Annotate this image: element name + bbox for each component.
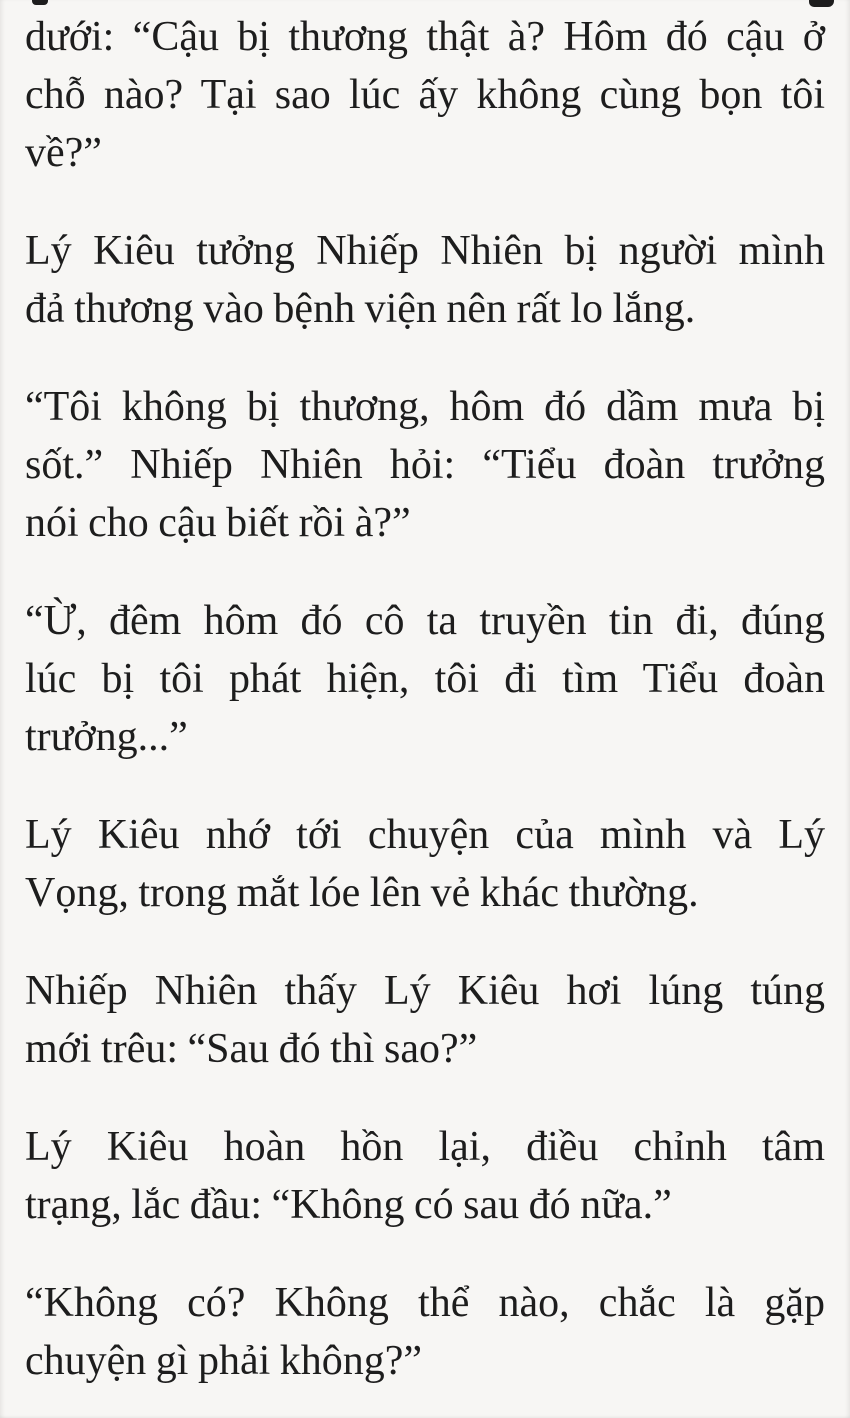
paragraph xyxy=(25,222,825,338)
text-line: về?” xyxy=(25,130,102,176)
cut-text-fragment-right xyxy=(809,0,834,7)
text-line: “Ừ, đêm hôm đó cô ta truyền tin đi, đúng xyxy=(25,598,825,644)
cut-text-fragment-left xyxy=(32,0,48,5)
paragraph xyxy=(25,806,825,922)
paragraph xyxy=(25,378,825,552)
paragraph xyxy=(25,1274,825,1390)
text-line: “Tôi không bị thương, hôm đó dầm mưa bị xyxy=(25,384,825,430)
text-line: Lý Kiêu tưởng Nhiếp Nhiên bị người mình xyxy=(25,228,825,274)
text-line: chỗ nào? Tại sao lúc ấy không cùng bọn tôi xyxy=(25,72,825,118)
text-line: lúc bị tôi phát hiện, tôi đi tìm Tiểu đoàn xyxy=(25,656,825,702)
paragraph xyxy=(25,8,825,182)
chapter-text xyxy=(25,8,825,1390)
text-line: “Không có? Không thể nào, chắc là gặp xyxy=(25,1280,825,1326)
text-line: Vọng, trong mắt lóe lên vẻ khác thường. xyxy=(25,870,699,916)
text-line: đả thương vào bệnh viện nên rất lo lắng. xyxy=(25,286,696,332)
text-line: trưởng...” xyxy=(25,714,188,760)
text-line: Lý Kiêu hoàn hồn lại, điều chỉnh tâm xyxy=(25,1124,825,1170)
text-line: dưới: “Cậu bị thương thật à? Hôm đó cậu ở xyxy=(25,14,825,60)
text-line: trạng, lắc đầu: “Không có sau đó nữa.” xyxy=(25,1182,672,1228)
text-line: chuyện gì phải không?” xyxy=(25,1338,423,1384)
text-line: mới trêu: “Sau đó thì sao?” xyxy=(25,1026,478,1072)
paragraph xyxy=(25,592,825,766)
text-line: nói cho cậu biết rồi à?” xyxy=(25,500,411,546)
text-line: Nhiếp Nhiên thấy Lý Kiêu hơi lúng túng xyxy=(25,968,825,1014)
paragraph xyxy=(25,962,825,1078)
paragraph xyxy=(25,1118,825,1234)
text-line: Lý Kiêu nhớ tới chuyện của mình và Lý xyxy=(25,812,825,858)
text-line: sốt.” Nhiếp Nhiên hỏi: “Tiểu đoàn trưởng xyxy=(25,442,825,488)
